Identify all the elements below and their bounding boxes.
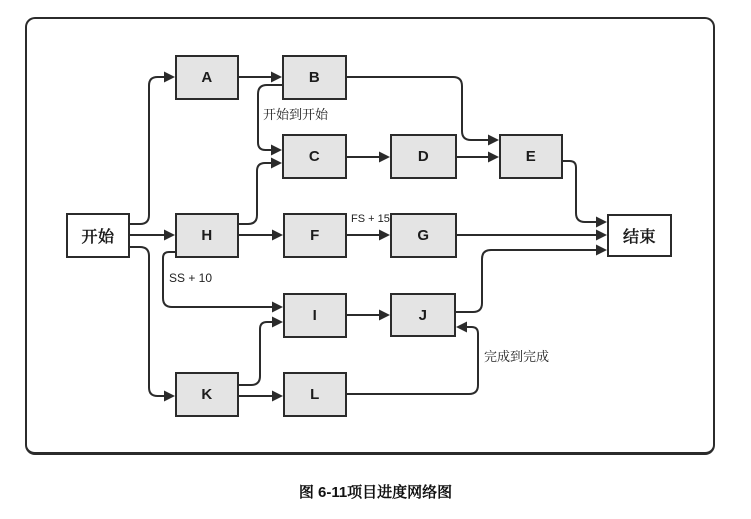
- node-G: G: [390, 213, 457, 258]
- edge-start-to-A: [130, 77, 166, 224]
- arrowhead-L-to-J: [456, 322, 467, 333]
- edge-label-H-to-I: SS + 10: [169, 271, 213, 285]
- edge-label-B-to-C: 开始到开始: [263, 107, 329, 122]
- arrowhead-J-to-end: [596, 245, 607, 256]
- arrowhead-K-to-I: [272, 317, 283, 328]
- node-H: H: [175, 213, 239, 258]
- edge-label-L-to-J: 完成到完成: [484, 349, 550, 364]
- arrowhead-B-to-E: [488, 135, 499, 146]
- arrowhead-start-to-A: [164, 72, 175, 83]
- arrowhead-D-to-E: [488, 152, 499, 163]
- arrowhead-F-to-G: [379, 230, 390, 241]
- node-K: K: [175, 372, 239, 417]
- arrowhead-start-to-K: [164, 391, 175, 402]
- arrowhead-C-to-D: [379, 152, 390, 163]
- arrowhead-H-to-C: [271, 158, 282, 169]
- arrowhead-I-to-J: [379, 310, 390, 321]
- edge-label-F-to-G: FS + 15: [351, 213, 390, 225]
- figure-caption: 图 6-11项目进度网络图: [298, 484, 453, 501]
- arrowhead-G-to-end: [596, 230, 607, 241]
- node-I: I: [283, 293, 347, 338]
- edge-B-to-E: [347, 77, 490, 140]
- node-B: B: [282, 55, 347, 100]
- arrowhead-start-to-H: [164, 230, 175, 241]
- edge-H-to-C: [239, 163, 273, 224]
- node-E: E: [499, 134, 563, 179]
- arrowhead-B-to-C: [271, 145, 282, 156]
- node-C: C: [282, 134, 347, 179]
- edge-E-to-end: [563, 161, 598, 222]
- node-start: 开始: [66, 213, 130, 258]
- node-F: F: [283, 213, 347, 258]
- arrowhead-H-to-F: [272, 230, 283, 241]
- edge-K-to-I: [239, 322, 274, 385]
- arrowhead-K-to-L: [272, 391, 283, 402]
- arrowhead-H-to-I: [272, 302, 283, 313]
- arrowhead-A-to-B: [271, 72, 282, 83]
- edge-L-to-J: [347, 327, 478, 394]
- node-D: D: [390, 134, 457, 179]
- node-end: 结束: [607, 214, 672, 257]
- edge-start-to-K: [130, 247, 166, 396]
- node-L: L: [283, 372, 347, 417]
- node-J: J: [390, 293, 456, 337]
- node-A: A: [175, 55, 239, 100]
- edge-J-to-end: [456, 250, 598, 312]
- arrowhead-E-to-end: [596, 217, 607, 228]
